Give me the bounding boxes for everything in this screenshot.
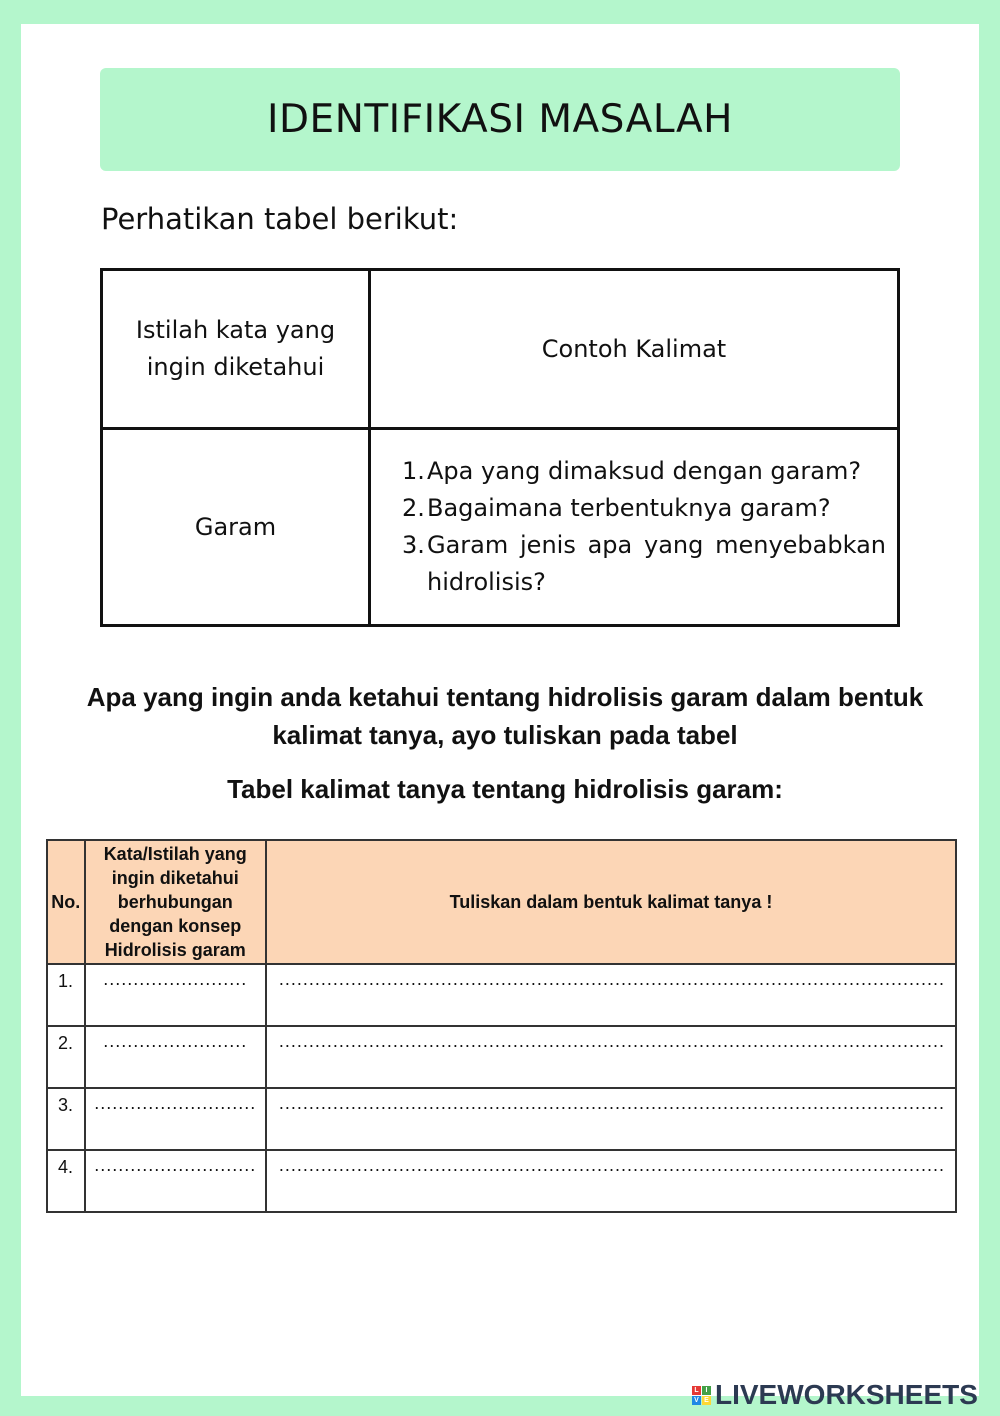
example-number: 1. — [402, 457, 425, 485]
example-sentence — [402, 490, 886, 527]
answer-table — [46, 839, 957, 1213]
term-answer-field[interactable]: ........................... — [85, 1088, 266, 1150]
row-number: 3. — [47, 1088, 85, 1150]
col-question-header: Tuliskan dalam bentuk kalimat tanya ! — [266, 840, 956, 964]
term-answer-field[interactable]: ........................... — [85, 1150, 266, 1212]
term-answer-field[interactable]: ........................ — [85, 1026, 266, 1088]
example-table — [100, 268, 900, 627]
example-number: 2. — [402, 494, 425, 522]
example-sentence-list — [372, 453, 896, 601]
term-answer-field[interactable]: ........................ — [85, 964, 266, 1026]
row-number: 1. — [47, 964, 85, 1026]
answer-table-title: Tabel kalimat tanya tentang hidrolisis garam: — [227, 774, 783, 804]
question-answer-field[interactable]: ............................................................................................................... — [266, 1150, 956, 1212]
col-no-header: No. — [47, 840, 85, 964]
table-row — [47, 1088, 956, 1150]
table-row — [47, 1026, 956, 1088]
instruction-question: Apa yang ingin anda ketahui tentang hidrolisis garam dalam bentuk kalimat tanya, ayo tuliskan pada tabel — [86, 682, 924, 750]
example-table-header-row — [102, 270, 899, 429]
worksheet-page — [21, 24, 979, 1396]
example-sentence — [402, 527, 886, 601]
table-row — [47, 964, 956, 1026]
intro-text: Perhatikan tabel berikut: — [101, 202, 459, 236]
question-answer-field[interactable]: ............................................................................................................... — [266, 1026, 956, 1088]
logo-mark-icon: L I V E — [692, 1386, 711, 1405]
example-sentence — [402, 453, 886, 490]
answer-table-header-row — [47, 840, 956, 964]
logo-text: LIVEWORKSHEETS — [715, 1379, 978, 1410]
example-term: Garam — [102, 429, 370, 626]
table-row — [47, 1150, 956, 1212]
title-banner — [100, 68, 900, 171]
question-answer-field[interactable]: ............................................................................................................... — [266, 1088, 956, 1150]
row-number: 2. — [47, 1026, 85, 1088]
example-sentences-cell — [370, 429, 899, 626]
col-term-header: Kata/Istilah yang ingin diketahui berhubungan dengan konsep Hidrolisis garam — [85, 840, 266, 964]
question-answer-field[interactable]: ............................................................................................................... — [266, 964, 956, 1026]
page-title: IDENTIFIKASI MASALAH — [267, 97, 733, 142]
liveworksheets-logo[interactable] — [692, 1379, 978, 1411]
example-text: Apa yang dimaksud dengan garam? — [427, 457, 862, 485]
example-number: 3. — [402, 531, 425, 559]
example-table-row — [102, 429, 899, 626]
example-text: Bagaimana terbentuknya garam? — [427, 494, 831, 522]
example-col2-header: Contoh Kalimat — [370, 270, 899, 429]
example-col1-header: Istilah kata yang ingin diketahui — [102, 270, 370, 429]
row-number: 4. — [47, 1150, 85, 1212]
example-text: Garam jenis apa yang menyebabkan hidrolisis? — [427, 531, 886, 596]
